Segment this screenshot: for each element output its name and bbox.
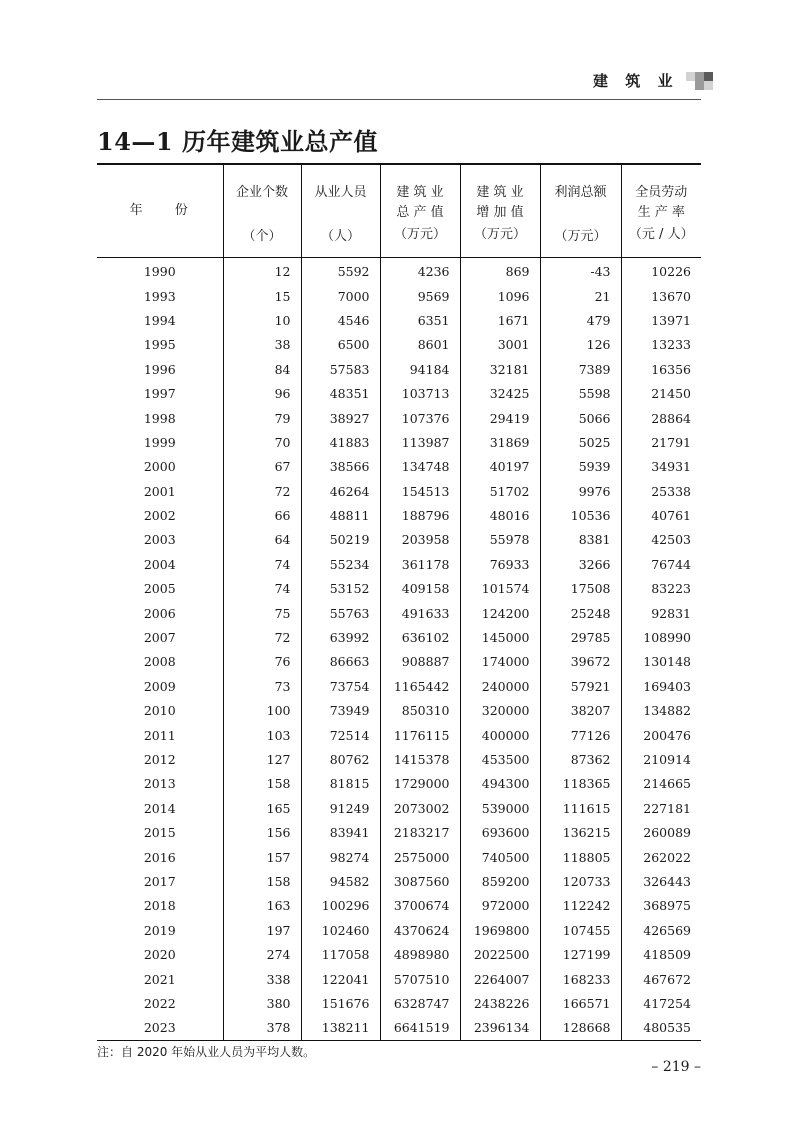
table-cell: 203958	[380, 528, 460, 552]
table-cell: 13670	[621, 284, 701, 308]
table-cell: 5939	[540, 455, 621, 479]
column-header-label: 从业人员	[314, 185, 367, 200]
table-cell: 539000	[460, 796, 540, 820]
table-cell: 96	[223, 381, 301, 405]
table-cell: 274	[223, 942, 301, 966]
year-cell: 2022	[143, 995, 176, 1011]
table-row	[97, 601, 701, 625]
table-cell: 2022500	[460, 942, 540, 966]
table-cell: 72514	[301, 723, 380, 747]
table-row	[97, 577, 701, 601]
table-cell: 86663	[301, 650, 380, 674]
table-cell: 55763	[301, 601, 380, 625]
table-cell: 72	[223, 625, 301, 649]
table-cell: 158	[223, 772, 301, 796]
section-header	[593, 70, 713, 91]
table-cell: 38	[223, 333, 301, 357]
table-cell: 338	[223, 967, 301, 991]
table-row	[97, 796, 701, 820]
table-cell: 368975	[621, 894, 701, 918]
column-header-label: 年 份	[129, 202, 202, 218]
table-cell: 2264007	[460, 967, 540, 991]
table-cell: 2438226	[460, 991, 540, 1015]
table-cell: 94184	[380, 357, 460, 381]
table-cell: 136215	[540, 820, 621, 844]
table-cell: 48016	[460, 503, 540, 527]
table-cell: 740500	[460, 845, 540, 869]
table-cell: 48811	[301, 503, 380, 527]
table-cell: 6500	[301, 333, 380, 357]
table-row	[97, 991, 701, 1015]
table-cell: 94582	[301, 869, 380, 893]
table-cell: 120733	[540, 869, 621, 893]
table-cell: 113987	[380, 430, 460, 454]
table-row	[97, 333, 701, 357]
table-cell: 21450	[621, 381, 701, 405]
table-row	[97, 552, 701, 576]
table-cell: 859200	[460, 869, 540, 893]
table-row	[97, 942, 701, 966]
footnote: 注：自 2020 年始从业人员为平均人数。	[97, 1045, 316, 1059]
table-cell: 869	[460, 257, 540, 284]
table-row	[97, 674, 701, 698]
table-row	[97, 747, 701, 771]
table-cell: 112242	[540, 894, 621, 918]
table-cell: 10226	[621, 257, 701, 284]
table-cell: 5066	[540, 406, 621, 430]
table-row	[97, 357, 701, 381]
table-cell: 2183217	[380, 820, 460, 844]
table-cell: 163	[223, 894, 301, 918]
table-cell: 72	[223, 479, 301, 503]
table-cell: 40197	[460, 455, 540, 479]
year-cell: 2010	[143, 703, 176, 719]
column-header-label: 建 筑 业	[476, 185, 524, 200]
table-cell: 122041	[301, 967, 380, 991]
table-cell: 41883	[301, 430, 380, 454]
table-cell: 6351	[380, 308, 460, 332]
year-cell: 2003	[143, 532, 176, 548]
table-cell: 76933	[460, 552, 540, 576]
year-cell: 2006	[143, 605, 176, 621]
table-cell: 165	[223, 796, 301, 820]
table-cell: 494300	[460, 772, 540, 796]
page-number: – 219 –	[651, 1059, 701, 1075]
table-cell: 4236	[380, 257, 460, 284]
year-cell: 2016	[143, 849, 176, 865]
table-cell: 5707510	[380, 967, 460, 991]
table-cell: 103	[223, 723, 301, 747]
table-row	[97, 772, 701, 796]
table-cell: 1096	[460, 284, 540, 308]
table-row	[97, 308, 701, 332]
table-cell: 400000	[460, 723, 540, 747]
table-cell: 260089	[621, 820, 701, 844]
table-cell: 66	[223, 503, 301, 527]
table-cell: 210914	[621, 747, 701, 771]
column-header-label: 生 产 率	[637, 205, 685, 220]
table-cell: 5598	[540, 381, 621, 405]
table-row	[97, 699, 701, 723]
year-cell: 2002	[143, 508, 176, 524]
table-cell: 73	[223, 674, 301, 698]
table-cell: 79	[223, 406, 301, 430]
table-cell: 51702	[460, 479, 540, 503]
table-cell: 1969800	[460, 918, 540, 942]
table-cell: 70	[223, 430, 301, 454]
table-cell: 73949	[301, 699, 380, 723]
table-cell: 3087560	[380, 869, 460, 893]
year-cell: 2001	[143, 483, 176, 499]
table-cell: 453500	[460, 747, 540, 771]
table-cell: 103713	[380, 381, 460, 405]
table-cell: 34931	[621, 455, 701, 479]
column-header-label: 全员劳动	[635, 185, 688, 200]
column-header-unit: （人）	[320, 229, 360, 244]
column-header-label: 总 产 值	[396, 205, 444, 220]
year-cell: 1994	[143, 312, 176, 328]
table-cell: 40761	[621, 503, 701, 527]
column-header-unit: （万元）	[473, 227, 526, 242]
table-cell: 378	[223, 1016, 301, 1041]
table-cell: 130148	[621, 650, 701, 674]
column-header	[621, 164, 701, 257]
year-cell: 2013	[143, 776, 176, 792]
table-cell: 188796	[380, 503, 460, 527]
year-cell: 2004	[143, 556, 176, 572]
column-header	[223, 164, 301, 257]
column-header-unit: （个）	[242, 229, 282, 244]
table-cell: 53152	[301, 577, 380, 601]
table-cell: 214665	[621, 772, 701, 796]
table-cell: 320000	[460, 699, 540, 723]
table-cell: 55978	[460, 528, 540, 552]
year-cell: 2023	[97, 1016, 223, 1041]
table-row	[97, 845, 701, 869]
table-cell: 1176115	[380, 723, 460, 747]
table-cell: 9976	[540, 479, 621, 503]
table-cell: 107455	[540, 918, 621, 942]
table-cell: 7389	[540, 357, 621, 381]
table-body	[97, 257, 701, 1041]
table-cell: -43	[540, 257, 621, 284]
table-cell: 426569	[621, 918, 701, 942]
table-header	[97, 164, 701, 257]
year-cell: 2012	[143, 752, 176, 767]
table-cell: 200476	[621, 723, 701, 747]
table-cell: 10536	[540, 503, 621, 527]
year-cell: 2007	[143, 630, 176, 646]
table-cell: 39672	[540, 650, 621, 674]
table-row	[97, 479, 701, 503]
table-row	[97, 894, 701, 918]
table-cell: 25248	[540, 601, 621, 625]
table-cell: 1415378	[380, 747, 460, 771]
table-cell: 13971	[621, 308, 701, 332]
section-ornament-icon	[686, 72, 713, 90]
table-cell: 55234	[301, 552, 380, 576]
table-row	[97, 650, 701, 674]
table-cell: 83223	[621, 577, 701, 601]
year-cell: 2017	[143, 873, 176, 889]
table-cell: 168233	[540, 967, 621, 991]
table-row	[97, 406, 701, 430]
table-cell: 48351	[301, 381, 380, 405]
table-row	[97, 625, 701, 649]
table-cell: 80762	[301, 747, 380, 771]
table-cell: 124200	[460, 601, 540, 625]
table-cell: 50219	[301, 528, 380, 552]
page-title: 14—1 历年建筑业总产值	[97, 127, 378, 156]
table-cell: 174000	[460, 650, 540, 674]
table-cell: 76	[223, 650, 301, 674]
table-cell: 240000	[460, 674, 540, 698]
table-cell: 166571	[540, 991, 621, 1015]
table-cell: 117058	[301, 942, 380, 966]
year-cell: 2021	[143, 971, 176, 987]
table-cell: 5592	[301, 257, 380, 284]
table-cell: 156	[223, 820, 301, 844]
table-cell: 111615	[540, 796, 621, 820]
table-cell: 417254	[621, 991, 701, 1015]
table-cell: 6328747	[380, 991, 460, 1015]
table-cell: 46264	[301, 479, 380, 503]
year-cell: 2020	[143, 947, 176, 963]
table-cell: 21	[540, 284, 621, 308]
table-row	[97, 918, 701, 942]
table-cell: 77126	[540, 723, 621, 747]
section-label: 建 筑 业	[593, 72, 679, 90]
table-cell: 102460	[301, 918, 380, 942]
table-cell: 158	[223, 869, 301, 893]
table-cell: 145000	[460, 625, 540, 649]
table-cell: 8601	[380, 333, 460, 357]
table-cell: 9569	[380, 284, 460, 308]
table-cell: 118365	[540, 772, 621, 796]
table-cell: 908887	[380, 650, 460, 674]
table-cell: 134748	[380, 455, 460, 479]
column-header-label: 增 加 值	[476, 205, 524, 220]
year-cell: 2019	[143, 922, 176, 938]
table-cell: 380	[223, 991, 301, 1015]
table-row	[97, 257, 701, 284]
table-cell: 169403	[621, 674, 701, 698]
table-row	[97, 723, 701, 747]
table-cell: 76744	[621, 552, 701, 576]
table-cell: 12	[223, 257, 301, 284]
table-cell: 262022	[621, 845, 701, 869]
table-cell: 92831	[621, 601, 701, 625]
table-cell: 850310	[380, 699, 460, 723]
table-cell: 74	[223, 552, 301, 576]
table-cell: 154513	[380, 479, 460, 503]
year-cell: 2014	[143, 800, 176, 816]
table-cell: 8381	[540, 528, 621, 552]
table-cell: 74	[223, 577, 301, 601]
table-cell: 1671	[460, 308, 540, 332]
table-cell: 100296	[301, 894, 380, 918]
table-cell: 480535	[621, 1016, 701, 1041]
table-cell: 38207	[540, 699, 621, 723]
table-cell: 64	[223, 528, 301, 552]
year-cell: 1999	[143, 434, 176, 450]
table-cell: 108990	[621, 625, 701, 649]
table-cell: 227181	[621, 796, 701, 820]
table-cell: 5025	[540, 430, 621, 454]
column-header-unit: （万元）	[554, 229, 607, 244]
table-cell: 3266	[540, 552, 621, 576]
table-row	[97, 381, 701, 405]
table-cell: 134882	[621, 699, 701, 723]
table-cell: 63992	[301, 625, 380, 649]
table-cell: 636102	[380, 625, 460, 649]
table-row	[97, 503, 701, 527]
year-cell: 2011	[143, 727, 176, 743]
table-row	[97, 1016, 701, 1041]
table-cell: 127199	[540, 942, 621, 966]
year-cell: 2018	[143, 898, 176, 914]
table-cell: 87362	[540, 747, 621, 771]
table-cell: 467672	[621, 967, 701, 991]
table-cell: 3001	[460, 333, 540, 357]
column-header-unit: （元 / 人）	[628, 227, 694, 242]
table-cell: 91249	[301, 796, 380, 820]
table-cell: 83941	[301, 820, 380, 844]
table-cell: 15	[223, 284, 301, 308]
table-cell: 29419	[460, 406, 540, 430]
year-cell: 1998	[143, 410, 176, 426]
table-cell: 100	[223, 699, 301, 723]
table-row	[97, 284, 701, 308]
table-cell: 32425	[460, 381, 540, 405]
table-cell: 32181	[460, 357, 540, 381]
table-cell: 57583	[301, 357, 380, 381]
year-cell: 2000	[143, 459, 176, 475]
table-cell: 479	[540, 308, 621, 332]
table-row	[97, 528, 701, 552]
table-cell: 4370624	[380, 918, 460, 942]
table-cell: 25338	[621, 479, 701, 503]
year-cell: 2009	[143, 678, 176, 694]
table-cell: 10	[223, 308, 301, 332]
table-cell: 107376	[380, 406, 460, 430]
table-cell: 127	[223, 747, 301, 771]
column-header-label: 企业个数	[235, 185, 288, 200]
table-cell: 972000	[460, 894, 540, 918]
header-divider	[97, 99, 701, 100]
table-cell: 75	[223, 601, 301, 625]
table-cell: 29785	[540, 625, 621, 649]
year-cell: 1996	[143, 361, 176, 377]
table-cell: 84	[223, 357, 301, 381]
table-cell: 4898980	[380, 942, 460, 966]
table-cell: 326443	[621, 869, 701, 893]
year-cell: 2008	[143, 654, 176, 670]
table-cell: 2575000	[380, 845, 460, 869]
table-row	[97, 967, 701, 991]
table-cell: 118805	[540, 845, 621, 869]
table-cell: 2073002	[380, 796, 460, 820]
column-header-label: 建 筑 业	[396, 185, 444, 200]
table-cell: 409158	[380, 577, 460, 601]
table-cell: 57921	[540, 674, 621, 698]
column-header	[380, 164, 460, 257]
table-cell: 4546	[301, 308, 380, 332]
table-cell: 31869	[460, 430, 540, 454]
year-cell: 2005	[143, 581, 176, 597]
table-cell: 42503	[621, 528, 701, 552]
column-header-unit: （万元）	[393, 227, 446, 242]
table-cell: 81815	[301, 772, 380, 796]
year-cell: 1997	[143, 386, 176, 402]
table-cell: 361178	[380, 552, 460, 576]
column-header	[540, 164, 621, 257]
table-cell: 1729000	[380, 772, 460, 796]
table-row	[97, 455, 701, 479]
table-cell: 16356	[621, 357, 701, 381]
table-cell: 6641519	[380, 1016, 460, 1041]
table-cell: 28864	[621, 406, 701, 430]
table-cell: 151676	[301, 991, 380, 1015]
year-cell: 1990	[143, 264, 176, 280]
table-cell: 197	[223, 918, 301, 942]
data-table	[97, 163, 701, 1041]
table-cell: 38566	[301, 455, 380, 479]
column-header	[460, 164, 540, 257]
table-row	[97, 820, 701, 844]
table-cell: 38927	[301, 406, 380, 430]
table-cell: 1165442	[380, 674, 460, 698]
year-cell: 1995	[143, 337, 176, 353]
table-cell: 21791	[621, 430, 701, 454]
column-header	[301, 164, 380, 257]
table-row	[97, 430, 701, 454]
table-cell: 17508	[540, 577, 621, 601]
table-cell: 418509	[621, 942, 701, 966]
year-cell: 1993	[143, 288, 176, 304]
table-cell: 693600	[460, 820, 540, 844]
table-cell: 157	[223, 845, 301, 869]
table-cell: 126	[540, 333, 621, 357]
table-cell: 7000	[301, 284, 380, 308]
table-cell: 73754	[301, 674, 380, 698]
table-row	[97, 869, 701, 893]
table-cell: 98274	[301, 845, 380, 869]
year-cell: 2015	[143, 825, 176, 841]
table-cell: 101574	[460, 577, 540, 601]
column-header-year	[97, 164, 223, 257]
table-cell: 491633	[380, 601, 460, 625]
table-cell: 13233	[621, 333, 701, 357]
table-cell: 3700674	[380, 894, 460, 918]
table-cell: 2396134	[460, 1016, 540, 1041]
table-cell: 138211	[301, 1016, 380, 1041]
column-header-label: 利润总额	[554, 185, 607, 200]
table-cell: 128668	[540, 1016, 621, 1041]
table-cell: 67	[223, 455, 301, 479]
